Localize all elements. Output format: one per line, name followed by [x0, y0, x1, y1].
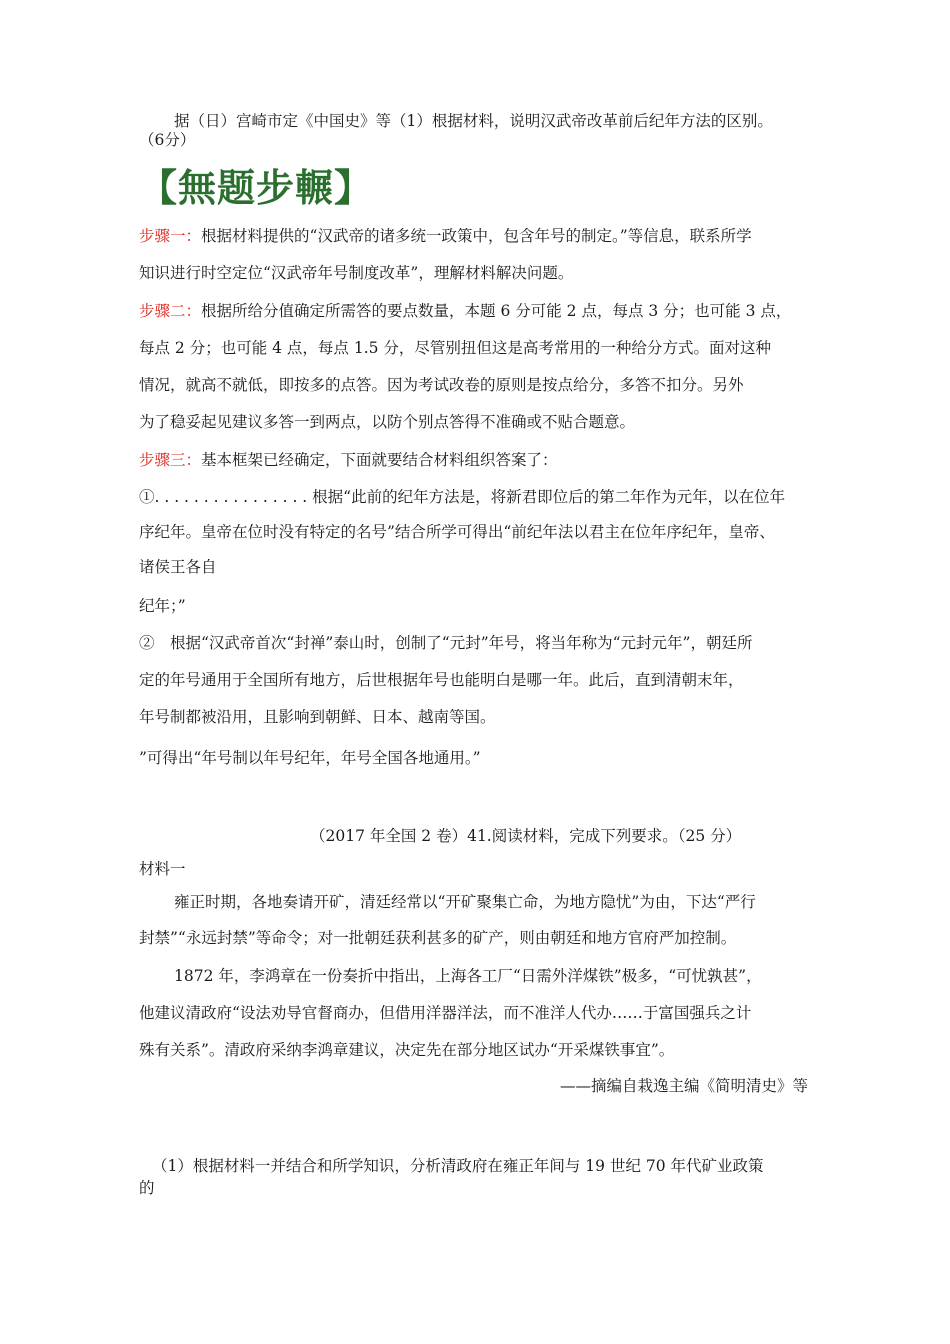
material-p2-line-1: 1872 年，李鸿章在一份奏折中指出，上海各工厂“日需外洋煤铁”极多，“可忧孰甚”， [174, 967, 762, 985]
answer2-line-1: ② 根据“汉武帝首次“封禅”泰山时，创制了“元封”年号，将当年称为“元封元年”，朝廷所 [139, 634, 753, 652]
answer2-line-3: 年号制都被沿用，且影响到朝鲜、日本、越南等国。 [139, 708, 496, 726]
intro-line-2: （6分） [139, 131, 196, 149]
step3-label: 步骤三： [139, 451, 202, 469]
step1-line-1 [139, 226, 752, 246]
step1-label: 步骤一： [139, 227, 202, 245]
material-p1-line-2: 封禁”“永远封禁”等命令；对一批朝廷获利甚多的矿产，则由朝廷和地方官府严加控制。 [139, 929, 737, 947]
material-p1-line-1: 雍正时期，各地奏请开矿，清廷经常以“开矿聚集亡命，为地方隐忧”为由，下达“严行 [174, 893, 756, 911]
question2-title: （2017 年全国 2 卷）41.阅读材料，完成下列要求。（25 分） [310, 827, 742, 845]
intro-line-1: 据（日）宫崎市定《中国史》等（1）根据材料，说明汉武帝改革前后纪年方法的区别。 [174, 112, 773, 130]
sub-question-line-1: （1）根据材料一并结合和所学知识，分析清政府在雍正年间与 19 世纪 70 年代矿业政策 [152, 1157, 764, 1175]
step2-label: 步骤二： [139, 302, 202, 320]
step3-line [139, 450, 558, 470]
step2-text: 根据所给分值确定所需答的要点数量，本题 6 分可能 2 点，每点 3 分；也可能 3 点， [201, 302, 792, 320]
material-source: ——摘编自栽逸主编《简明清史》等 [560, 1077, 809, 1095]
answer2-line-4: ”可得出“年号制以年号纪年，年号全国各地通用。” [139, 749, 481, 767]
step1-text: 根据材料提供的“汉武帝的诸多统一政策中，包含年号的制定。”等信息，联系所学 [201, 227, 752, 245]
answer1-line-3: 诸侯王各自 [139, 558, 217, 576]
step3-text: 基本框架已经确定，下面就要结合材料组织答案了： [201, 451, 558, 469]
section-header: 【無题步輾】 [139, 166, 374, 210]
answer1-line-4: 纪年；” [139, 597, 186, 615]
answer1-line-2: 序纪年。皇帝在位时没有特定的名号”结合所学可得出“前纪年法以君主在位年序纪年，皇帝、 [139, 523, 775, 541]
step2-line-4: 为了稳妥起见建议多答一到两点，以防个别点答得不准确或不贴合题意。 [139, 413, 636, 431]
material-label: 材料一 [139, 860, 186, 878]
step2-line-3: 情况，就高不就低，即按多的点答。因为考试改卷的原则是按点给分，多答不扣分。另外 [139, 376, 744, 394]
answer1-line-1: ①. . . . . . . . . . . . . . . . 根据“此前的纪年方法是，将新君即位后的第二年作为元年，以在位年 [139, 488, 786, 506]
step2-line-1 [139, 301, 791, 321]
step1-line-2: 知识进行时空定位“汉武帝年号制度改革”，理解材料解决问题。 [139, 264, 574, 282]
step2-line-2: 每点 2 分；也可能 4 点，每点 1.5 分，尽管别扭但这是高考常用的一种给分方式。面对这种 [139, 339, 771, 357]
material-p2-line-3: 殊有关系”。清政府采纳李鸿章建议，决定先在部分地区试办“开采煤铁事宜”。 [139, 1041, 675, 1059]
sub-question-line-2: 的 [139, 1179, 155, 1197]
material-p2-line-2: 他建议清政府“设法劝导官督商办，但借用洋器洋法，而不准洋人代办……于富国强兵之计 [139, 1004, 752, 1022]
answer2-line-2: 定的年号通用于全国所有地方，后世根据年号也能明白是哪一年。此后，直到清朝末年， [139, 671, 744, 689]
